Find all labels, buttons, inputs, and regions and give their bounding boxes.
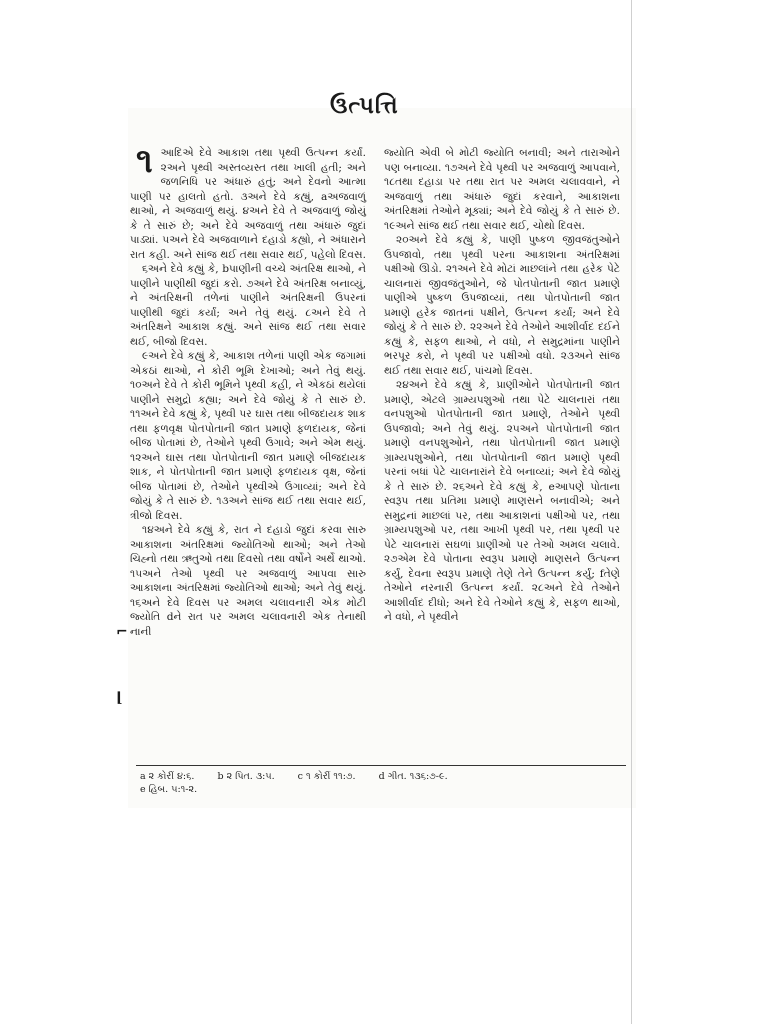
- verse-paragraph: ૧૪અને દેવે કહ્યું કે, રાત ને દહાડો જુદાં કરવા સારુ આકાશના અંતરિક્ષમાં જ્યોતિઓ થાઓ; અને તેઓ ચિહ્નો તથા ઋતુઓ તથા દિવસો તથા વર્ષોને અર્થે થાઓ. ૧૫અને તેઓ પૃથ્વી પર અજવાળું આપવા સારુ આકાશના અંતરિક્ષમાં જ્યોતિઓ થાઓ; અને તેવું થયું. ૧૬અને દેવે દિવસ પર અમલ ચલાવનારી એક મોટી જ્યોતિ dને રાત પર અમલ ચલાવનારી એક તેનાથી નાની: [130, 524, 366, 638]
- footnote: e હિબ. ૫:૧-૨.: [140, 784, 198, 795]
- footnote: c ૧ કોરીં ૧૧:૭.: [297, 771, 356, 782]
- page-title: ઉત્પત્તિ: [330, 92, 399, 119]
- left-column: [130, 141, 366, 639]
- verse-paragraph: ૯અને દેવે કહ્યું કે, આકાશ તળેનાં પાણી એક જગામાં એકઠાં થાઓ, ને કોરી ભૂમિ દેખાઓ; અને તેવું થયું. ૧૦અને દેવે તે કોરી ભૂમિને પૃથ્વી કહી, ને એકઠાં થયેલાં પાણીને સમુદ્રો કહ્યા; અને દેવે જોયું કે તે સારું છે. ૧૧અને દેવે કહ્યું કે, પૃથ્વી પર ઘાસ તથા બીજદાયક શાક તથા ફળવૃક્ષ પોતપોતાની જાત પ્રમાણે ફળદાયક, જેનાં બીજ પોતામાં છે, તેઓને પૃથ્વી ઉગાવે; અને એમ થયું. ૧૨અને ઘાસ તથા પોતપોતાની જાત પ્રમાણે બીજદાયક શાક, ને પોતપોતાની જાત પ્રમાણે ફળદાયક વૃક્ષ, જેનાં બીજ પોતામાં છે, તેઓને પૃથ્વીએ ઉગાવ્યાં; અને દેવે જોયું કે તે સારું છે. ૧૩અને સાંજ થઈ તથા સવાર થઈ, ત્રીજો દિવસ.: [130, 350, 366, 522]
- footnote-rule: [136, 765, 626, 766]
- verse-paragraph: ૬અને દેવે કહ્યું કે, bપાણીની વચ્ચે અંતરિક્ષ થાઓ, ને પાણીને પાણીથી જુદાં કરો. ૭અને દેવે અંતરિક્ષ બનાવ્યું, ને અંતરિક્ષની તળેનાં પાણીને અંતરિક્ષની ઉપરનાં પાણીથી જુદાં કર્યાં; અને તેવું થયું. ૮અને દેવે તે અંતરિક્ષને આકાશ કહ્યું. અને સાંજ થઈ તથા સવાર થઈ, બીજો દિવસ.: [130, 263, 366, 348]
- footnote: a ૨ કોરીં ૪:૬.: [140, 771, 195, 782]
- chapter-number: ૧: [136, 141, 153, 181]
- margin-bracket-icon: ⌊: [116, 690, 123, 706]
- verse-paragraph: ૨૪અને દેવે કહ્યું કે, પ્રાણીઓને પોતપોતાની જાત પ્રમાણે, એટલે ગ્રામ્યપશુઓ તથા પેટે ચાલનારાં તથા વનપશુઓ પોતપોતાની જાત પ્રમાણે, તેઓને પૃથ્વી ઉપજાવો; અને તેવું થયું. ૨૫અને પોતપોતાની જાત પ્રમાણે વનપશુઓને, તથા પોતપોતાની જાત પ્રમાણે ગ્રામ્યપશુઓને, તથા પોતપોતાની જાત પ્રમાણે પૃથ્વી પરનાં બધાં પેટે ચાલનારાંને દેવે બનાવ્યાં; અને દેવે જોયું કે તે સારું છે. ૨૬અને દેવે કહ્યું કે, eઆપણે પોતાના સ્વરૂપ તથા પ્રતિમા પ્રમાણે માણસને બનાવીએ; અને સમુદ્રનાં માછલાં પર, તથા આકાશનાં પક્ષીઓ પર, તથા ગ્રામ્યપશુઓ પર, તથા આખી પૃથ્વી પર, તથા પૃથ્વી પર પેટે ચાલનારાં સઘળાં પ્રાણીઓ પર તેઓ અમલ ચલાવે. ૨૭એમ દેવે પોતાના સ્વરૂપ પ્રમાણે માણસને ઉત્પન્ન કર્યું, દેવના સ્વરૂપ પ્રમાણે તેણે તેને ઉત્પન્ન કર્યું; fતેણે તેઓને નરનારી ઉત્પન્ન કર્યાં. ૨૮અને દેવે તેઓને આશીર્વાદ દીધો; અને દેવે તેઓને કહ્યું કે, સફળ થાઓ, ને વધો, ને પૃથ્વીને: [384, 379, 620, 623]
- footnote: d ગીત. ૧૩૬:૭-૯.: [378, 771, 448, 782]
- scan-edge: [631, 0, 632, 1024]
- verse-paragraph: [130, 141, 366, 262]
- footnotes: [140, 770, 630, 796]
- footnote: b ૨ પિત. ૩:૫.: [217, 771, 275, 782]
- right-column: [384, 146, 620, 625]
- verse-paragraph: ૨૦અને દેવે કહ્યું કે, પાણી પુષ્કળ જીવજંતુઓને ઉપજાવો, તથા પૃથ્વી પરના આકાશના અંતરિક્ષમાં પક્ષીઓ ઊડો. ૨૧અને દેવે મોટાં માછલાંને તથા હરેક પેટે ચાલનારાં જીવજંતુઓને, જે પોતપોતાની જાત પ્રમાણે પાણીએ પુષ્કળ ઉપજાવ્યાં, તથા પોતપોતાની જાત પ્રમાણે હરેક જાતનાં પક્ષીને, ઉત્પન્ન કર્યાં; અને દેવે જોયું કે તે સારું છે. ૨૨અને દેવે તેઓને આશીર્વાદ દઈને કહ્યું કે, સફળ થાઓ, ને વધો, ને સમુદ્રમાંના પાણીને ભરપૂર કરો, ને પૃથ્વી પર પક્ષીઓ વધો. ૨૩અને સાંજ થઈ તથા સવાર થઈ, પાંચમો દિવસ.: [384, 234, 620, 377]
- paragraph-text: આદિએ દેવે આકાશ તથા પૃથ્વી ઉત્પન્ન કર્યાં. ૨અને પૃથ્વી અસ્તવ્યસ્ત તથા ખાલી હતી; અને જળનિધિ પર અંધારું હતું; અને દેવનો આત્મા પાણી પર હાલતો હતો. ૩અને દેવે કહ્યું, aઅજવાળું થાઓ, ને અજવાળું થયું. ૪અને દેવે તે અજવાળું જોયું કે તે સારું છે; અને દેવે અજવાળું તથા અંધારું જુદાં પાડ્યાં. ૫અને દેવે અજવાળાને દહાડો કહ્યો, ને અંધારાને રાત કહી. અને સાંજ થઈ તથા સવાર થઈ, પહેલો દિવસ.: [130, 147, 366, 261]
- verse-paragraph: જ્યોતિ એવી બે મોટી જ્યોતિ બનાવી; અને તારાઓને પણ બનાવ્યા. ૧૭અને દેવે પૃથ્વી પર અજવાળું આપવાને, ૧૮તથા દહાડા પર તથા રાત પર અમલ ચલાવવાને, ને અજવાળું તથા અંધારું જુદાં કરવાને, આકાશના અંતરિક્ષમાં તેઓને મૂક્યાં; અને દેવે જોયું કે તે સારું છે. ૧૯અને સાંજ થઈ તથા સવાર થઈ, ચોથો દિવસ.: [384, 147, 620, 232]
- margin-bracket-icon: ⌐: [116, 624, 128, 640]
